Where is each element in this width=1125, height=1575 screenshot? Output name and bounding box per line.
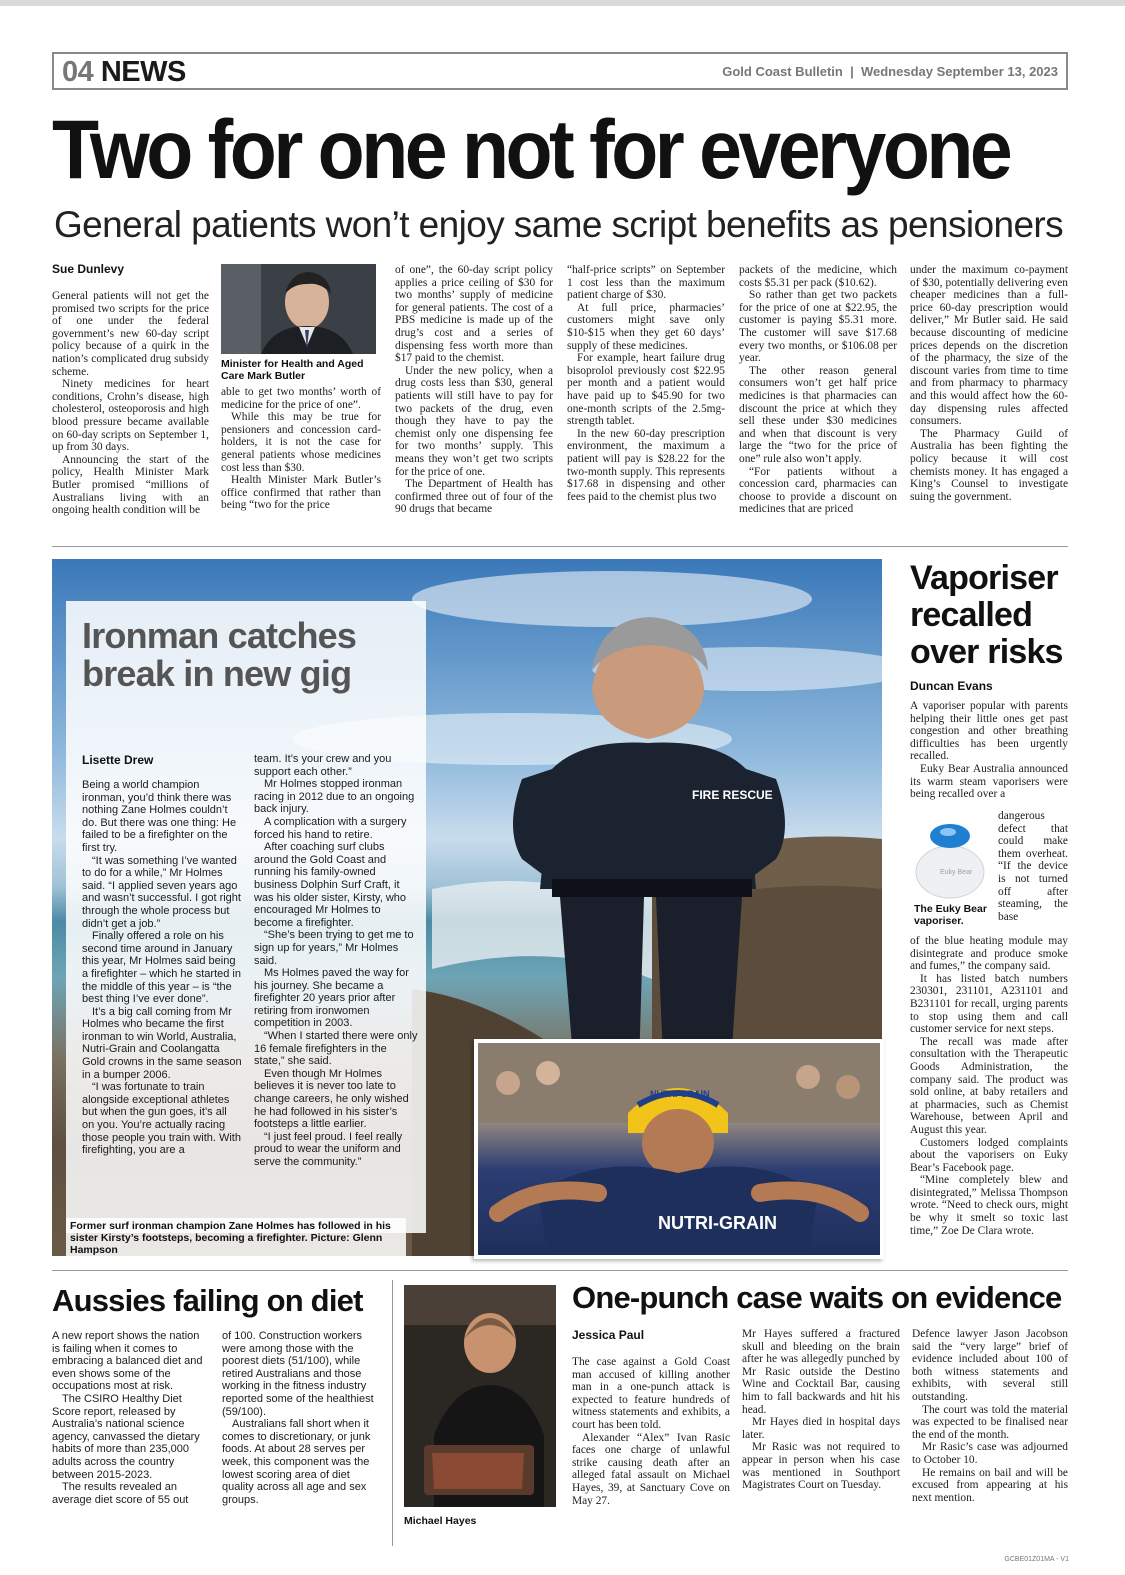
lead-column-3	[395, 264, 553, 540]
diet-column-2	[222, 1330, 382, 1550]
suit-text: NUTRI-GRAIN	[658, 1213, 777, 1233]
section-divider	[52, 546, 1068, 547]
hayes-portrait-illustration	[404, 1285, 556, 1507]
vaporiser-headline: Vaporiser recalled over risks	[910, 559, 1063, 671]
lead-column-4	[567, 264, 725, 540]
ironman-col1-para: Finally offered a role on his second time around in January this year, Mr Holmes said being a firefighter – which he started in the middle of this year – is “the best thing I’ve ever done”.	[82, 930, 241, 1006]
ironman-headline: Ironman catches break in new gig	[82, 615, 357, 694]
ironman-col2-para: “When I started there were only 16 female firefighters in the state,” she said.	[254, 1030, 418, 1068]
ironman-col1-para: “It was something I’ve wanted to do for a while,” Mr Holmes said. “I applied seven years ago and wasn’t successful. I got right through the whole process but didn’t get a job.”	[82, 854, 241, 930]
punch-col1-para: The case against a Gold Coast man accused of killing another man in a one-punch attack is expected to feature hundreds of witness statements and exhibits, a court has been told.	[572, 1356, 730, 1431]
punch-column-3	[912, 1328, 1068, 1552]
lead-col3-para: of one”, the 60-day script policy applies a price ceiling of $30 for two months’ supply of medicine for general patients. The cost of a PBS medicine is made up of the drug’s cost and a series of dispensing fess worth more than $17 paid to the chemist.	[395, 264, 553, 365]
punch-column-1	[572, 1356, 730, 1556]
ironman-col2-para: Ms Holmes paved the way for his journey. She became a firefighter 20 years prior after retiring from ironwomen competition in 2003.	[254, 967, 409, 1030]
lead-col1-para: Announcing the start of the policy, Health Minister Mark Butler promised “millions of Australians living with an ongoing health condition will be	[52, 453, 209, 517]
vaporiser-caption: The Euky Bear vaporiser.	[914, 903, 987, 927]
ironman-col2-para: “She’s been trying to get me to sign up for years,” Mr Holmes said.	[254, 929, 414, 967]
diet-col2-para: of 100. Construction workers were among those with the poorest diets (51/100), while retired Australians and those working in the fitness industry reported some of the healthiest (59/100).	[222, 1330, 374, 1418]
lead-col5-para: So rather than get two packets for the price of one at $22.95, the customer is paying $5.31 more. The customer will save $17.68 every two months, or $106.08 per year.	[739, 289, 897, 365]
punch-column-2	[742, 1328, 900, 1552]
vaporiser-intro	[910, 700, 1068, 810]
punch-col2-para: Mr Rasic was not required to appear in person when his case was mentioned in Southport Magistrates Court on Tuesday.	[742, 1441, 900, 1492]
ironman-col1-para: It’s a big call coming from Mr Holmes who became the first ironman to win World, Australia, Nutri-Grain and Coolangatta Gold crowns in the same season in a bumper 2006.	[82, 1005, 242, 1081]
lead-col2-para: able to get two months’ worth of medicine for the price of one”.	[221, 386, 381, 411]
page-section-label	[62, 56, 186, 89]
section-name: NEWS	[100, 56, 186, 88]
vaporiser-para: of the blue heating module may disintegrate and produce smoke and fumes,” the company said.	[910, 935, 1068, 973]
vaporiser-photo	[908, 812, 992, 902]
publication-date	[722, 64, 1058, 79]
ironman-col2-para: A complication with a surgery forced his hand to retire.	[254, 815, 407, 841]
diet-col1-para: The results revealed an average diet score of 55 out	[52, 1481, 189, 1506]
diet-col1-para: A new report shows the nation is failing when it comes to embracing a balanced diet and even shows some of the occupations most at risk.	[52, 1330, 203, 1393]
butler-portrait-illustration	[221, 264, 376, 354]
ironman-photo-caption: Former surf ironman champion Zane Holmes has followed in his sister Kirsty’s footsteps, becoming a firefighter. Picture: Glenn Hampson	[66, 1218, 406, 1258]
punch-col2-para: Mr Hayes suffered a fractured skull and bleeding on the brain after he was allegedly punched by Mr Rasic outside the Destino Wine and Cocktail Bar, causing him to fall backwards and hit his head.	[742, 1328, 900, 1416]
vaporiser-wrap-text	[998, 810, 1068, 930]
ironman-col2-para: Even though Mr Holmes believes it is never too late to change careers, he only wished he had followed in his sister’s footsteps a little earlier.	[254, 1067, 409, 1131]
punch-col2-para: Mr Hayes died in hospital days later.	[742, 1416, 900, 1441]
butler-caption: Minister for Health and Aged Care Mark Butler	[221, 358, 364, 382]
publication-name: Gold Coast Bulletin	[722, 64, 843, 79]
lead-col2-para: While this may be true for pensioners and concession card-holders, it is not the case for general patients whose medicines cost less than $30.	[221, 411, 381, 474]
diet-col2-para: Australians fall short when it comes to discretionary, or junk foods. At about 28 serves per week, this component was the lowest scoring area of diet quality across all age and sex groups.	[222, 1418, 371, 1506]
ironman-col2-para: “I just feel proud. I feel really proud to wear the uniform and serve the community.”	[254, 1130, 403, 1168]
lead-standfirst: General patients won’t enjoy same script benefits as pensioners	[54, 204, 1064, 245]
vaporiser-para: A vaporiser popular with parents helping their little ones get past congestion and other breathing difficulties has been urgently recalled.	[910, 700, 1068, 763]
lead-column-1	[52, 290, 209, 540]
vaporiser-para: The recall was made after consultation with the Therapeutic Goods Administration, the company said. The product was sold online, at baby retailers and at pharmacies, such as Chemist Warehouse, between April and August this year.	[910, 1035, 1068, 1136]
ironman-byline: Lisette Drew	[82, 753, 154, 767]
shirt-text: FIRE RESCUE	[692, 788, 773, 802]
ironman-race-inset-photo	[474, 1039, 884, 1259]
punch-col3-para: He remains on bail and will be excused from appearing at his next mention.	[912, 1466, 1068, 1504]
ironman-column-1	[82, 779, 242, 1225]
punch-col3-para: Mr Rasic’s case was adjourned to October 10.	[912, 1441, 1068, 1466]
euky-bear-vaporiser-illustration	[908, 812, 992, 902]
ironman-col1-para: “I was fortunate to train alongside exceptional athletes but when the gun goes, it’s all on you. You’re actually racing those people you train with. With firefighting, you are a	[82, 1081, 241, 1157]
vaporiser-para: “Mine completely blew and disintegrated,” Melissa Thompson wrote. “Need to check ours, might be why it smelt so toxic last time,” Zoe De Clara wrote.	[910, 1174, 1068, 1237]
lead-headline: Two for one not for everyone	[52, 103, 1010, 197]
vaporiser-byline: Duncan Evans	[910, 679, 993, 693]
lead-col6-para: under the maximum co-payment of $30, potentially delivering even cheaper medicines than a full-price 60-day prescription would deliver,” Mr Butler said. He said because discounting of medicine prices depends on the discretion of the pharmacy, the size of the discount varies from time to time and from pharmacy to pharmacy and this would affect how the 60-day dispensing rules affected consumers.	[910, 264, 1068, 428]
ironman-col2-para: After coaching surf clubs around the Gold Coast and running his family-owned business Dolphin Surf Craft, it was his older sister, Kirsty, who encouraged Mr Holmes to become a firefighter.	[254, 841, 407, 929]
diet-column-1	[52, 1330, 210, 1550]
folio-separator: |	[850, 64, 854, 79]
lead-col1-para: General patients will not get the promised two scripts for the price of one under the federal government’s new 60-day script policy because of a quirk in the nation’s complicated drug subsidy scheme.	[52, 290, 209, 378]
lead-col6-para: The Pharmacy Guild of Australia has been fighting the policy because it will cost chemists money. It has engaged a King’s Counsel to investigate suing the government.	[910, 427, 1068, 503]
lead-col3-para: Under the new policy, when a drug costs less than $30, general patients will still have to pay for two packets of the drug, even though they have to pay the chemist only one dispensing fee for two months’ supply. This means they won’t get two scripts for the price of one.	[395, 364, 553, 478]
diet-headline: Aussies failing on diet	[52, 1283, 363, 1318]
punch-col3-para: Defence lawyer Jason Jacobson said the “very large” brief of evidence included about 100 of both witness statements and exhibits, with several still outstanding.	[912, 1328, 1068, 1403]
ironman-col1-para: Being a world champion ironman, you’d think there was nothing Zane Holmes couldn’t do. But there was one thing: He failed to be a firefighter on the first try.	[82, 779, 237, 854]
michael-hayes-photo	[404, 1285, 556, 1507]
lead-column-2	[221, 386, 381, 540]
issue-date: Wednesday September 13, 2023	[860, 64, 1058, 79]
lead-col3-para: The Department of Health has confirmed three out of four of the 90 drugs that became	[395, 478, 553, 516]
lead-col5-para: “For patients without a concession card, pharmacies can choose to provide a discount on medicines that are priced	[739, 465, 897, 516]
lead-col4-para: For example, heart failure drug bisoprolol previously cost $22.95 per month and a patient would have paid up to $45.90 for two one-month scripts of the 2.5mg-strength tablet.	[567, 352, 725, 428]
lead-col2-para: Health Minister Mark Butler’s office confirmed that rather than being “two for the price	[221, 474, 381, 512]
race-inset-illustration	[478, 1043, 880, 1255]
lead-col4-para: “half-price scripts” on September 1 cost less than the maximum patient charge of $30.	[567, 264, 725, 302]
hayes-caption: Michael Hayes	[404, 1515, 477, 1527]
column-divider	[392, 1280, 393, 1546]
lead-column-6	[910, 264, 1068, 540]
section-divider	[52, 1270, 1068, 1271]
punch-col1-para: Alexander “Alex” Ivan Rasic faces one charge of unlawful strike causing death after an alleged fatal assault on Michael Hayes, 39, at Sanctuary Cove on May 27.	[572, 1431, 730, 1507]
vaporiser-para: Customers lodged complaints about the vaporisers on Euky Bear’s Facebook page.	[910, 1136, 1068, 1174]
product-label: Euky Bear	[940, 869, 973, 876]
lead-column-5	[739, 264, 897, 540]
ironman-text-panel	[66, 601, 426, 1233]
lead-col5-para: packets of the medicine, which costs $5.31 per pack ($10.62).	[739, 264, 897, 289]
vaporiser-para: Euky Bear Australia announced its warm steam vaporisers were being recalled over a	[910, 762, 1068, 801]
ironman-col2-para: team. It’s your crew and you support each other.”	[254, 753, 392, 778]
page-code: GCBE01Z01MA - V1	[1004, 1556, 1069, 1563]
punch-headline: One-punch case waits on evidence	[572, 1280, 1062, 1315]
punch-byline: Jessica Paul	[572, 1328, 645, 1342]
punch-col3-para: The court was told the material was expected to be finalised near the end of the month.	[912, 1403, 1068, 1441]
page-number: 04	[62, 56, 94, 88]
cap-text: NUTRI-GRAIN	[650, 1089, 710, 1099]
lead-col1-para: Ninety medicines for heart conditions, Crohn’s disease, high cholesterol, osteoporosis and high blood pressure became available on 60-day scripts on September 1, up from 30 days.	[52, 378, 209, 454]
page-folio	[52, 52, 1068, 90]
vaporiser-para: dangerous defect that could make them overheat. “If the device is not turned off after steaming, the base	[998, 810, 1068, 923]
ironman-col2-para: Mr Holmes stopped ironman racing in 2012 due to an ongoing back injury.	[254, 778, 415, 816]
top-strip	[0, 0, 1125, 6]
lead-col4-para: At full price, pharmacies’ customers might save only $10-$15 when they get 60 days’ supply of these medicines.	[567, 301, 725, 352]
lead-byline: Sue Dunlevy	[52, 262, 125, 276]
vaporiser-body	[910, 935, 1068, 1261]
ironman-column-2	[254, 753, 420, 1225]
vaporiser-para: It has listed batch numbers 230301, 231101, A231101 and B231101 for recall, urging parents to stop using them and call customer service for next steps.	[910, 972, 1068, 1036]
diet-col1-para: The CSIRO Healthy Diet Score report, released by Australia’s national science agency, canvassed the dietary habits of more than 235,000 adults across the country between 2015-2023.	[52, 1392, 200, 1481]
lead-col4-para: In the new 60-day prescription environment, the maximum a patient will pay is $28.22 for the two-month supply. This represents $17.68 in dispensing and other fees paid to the chemist plus two	[567, 427, 725, 503]
mark-butler-photo	[221, 264, 376, 354]
lead-col5-para: The other reason general consumers won’t get half price medicines is that pharmacies can discount the price at which they sell these under $30 medicines and when that discount is very large the “two for the price of one” rule also won’t apply.	[739, 364, 897, 465]
